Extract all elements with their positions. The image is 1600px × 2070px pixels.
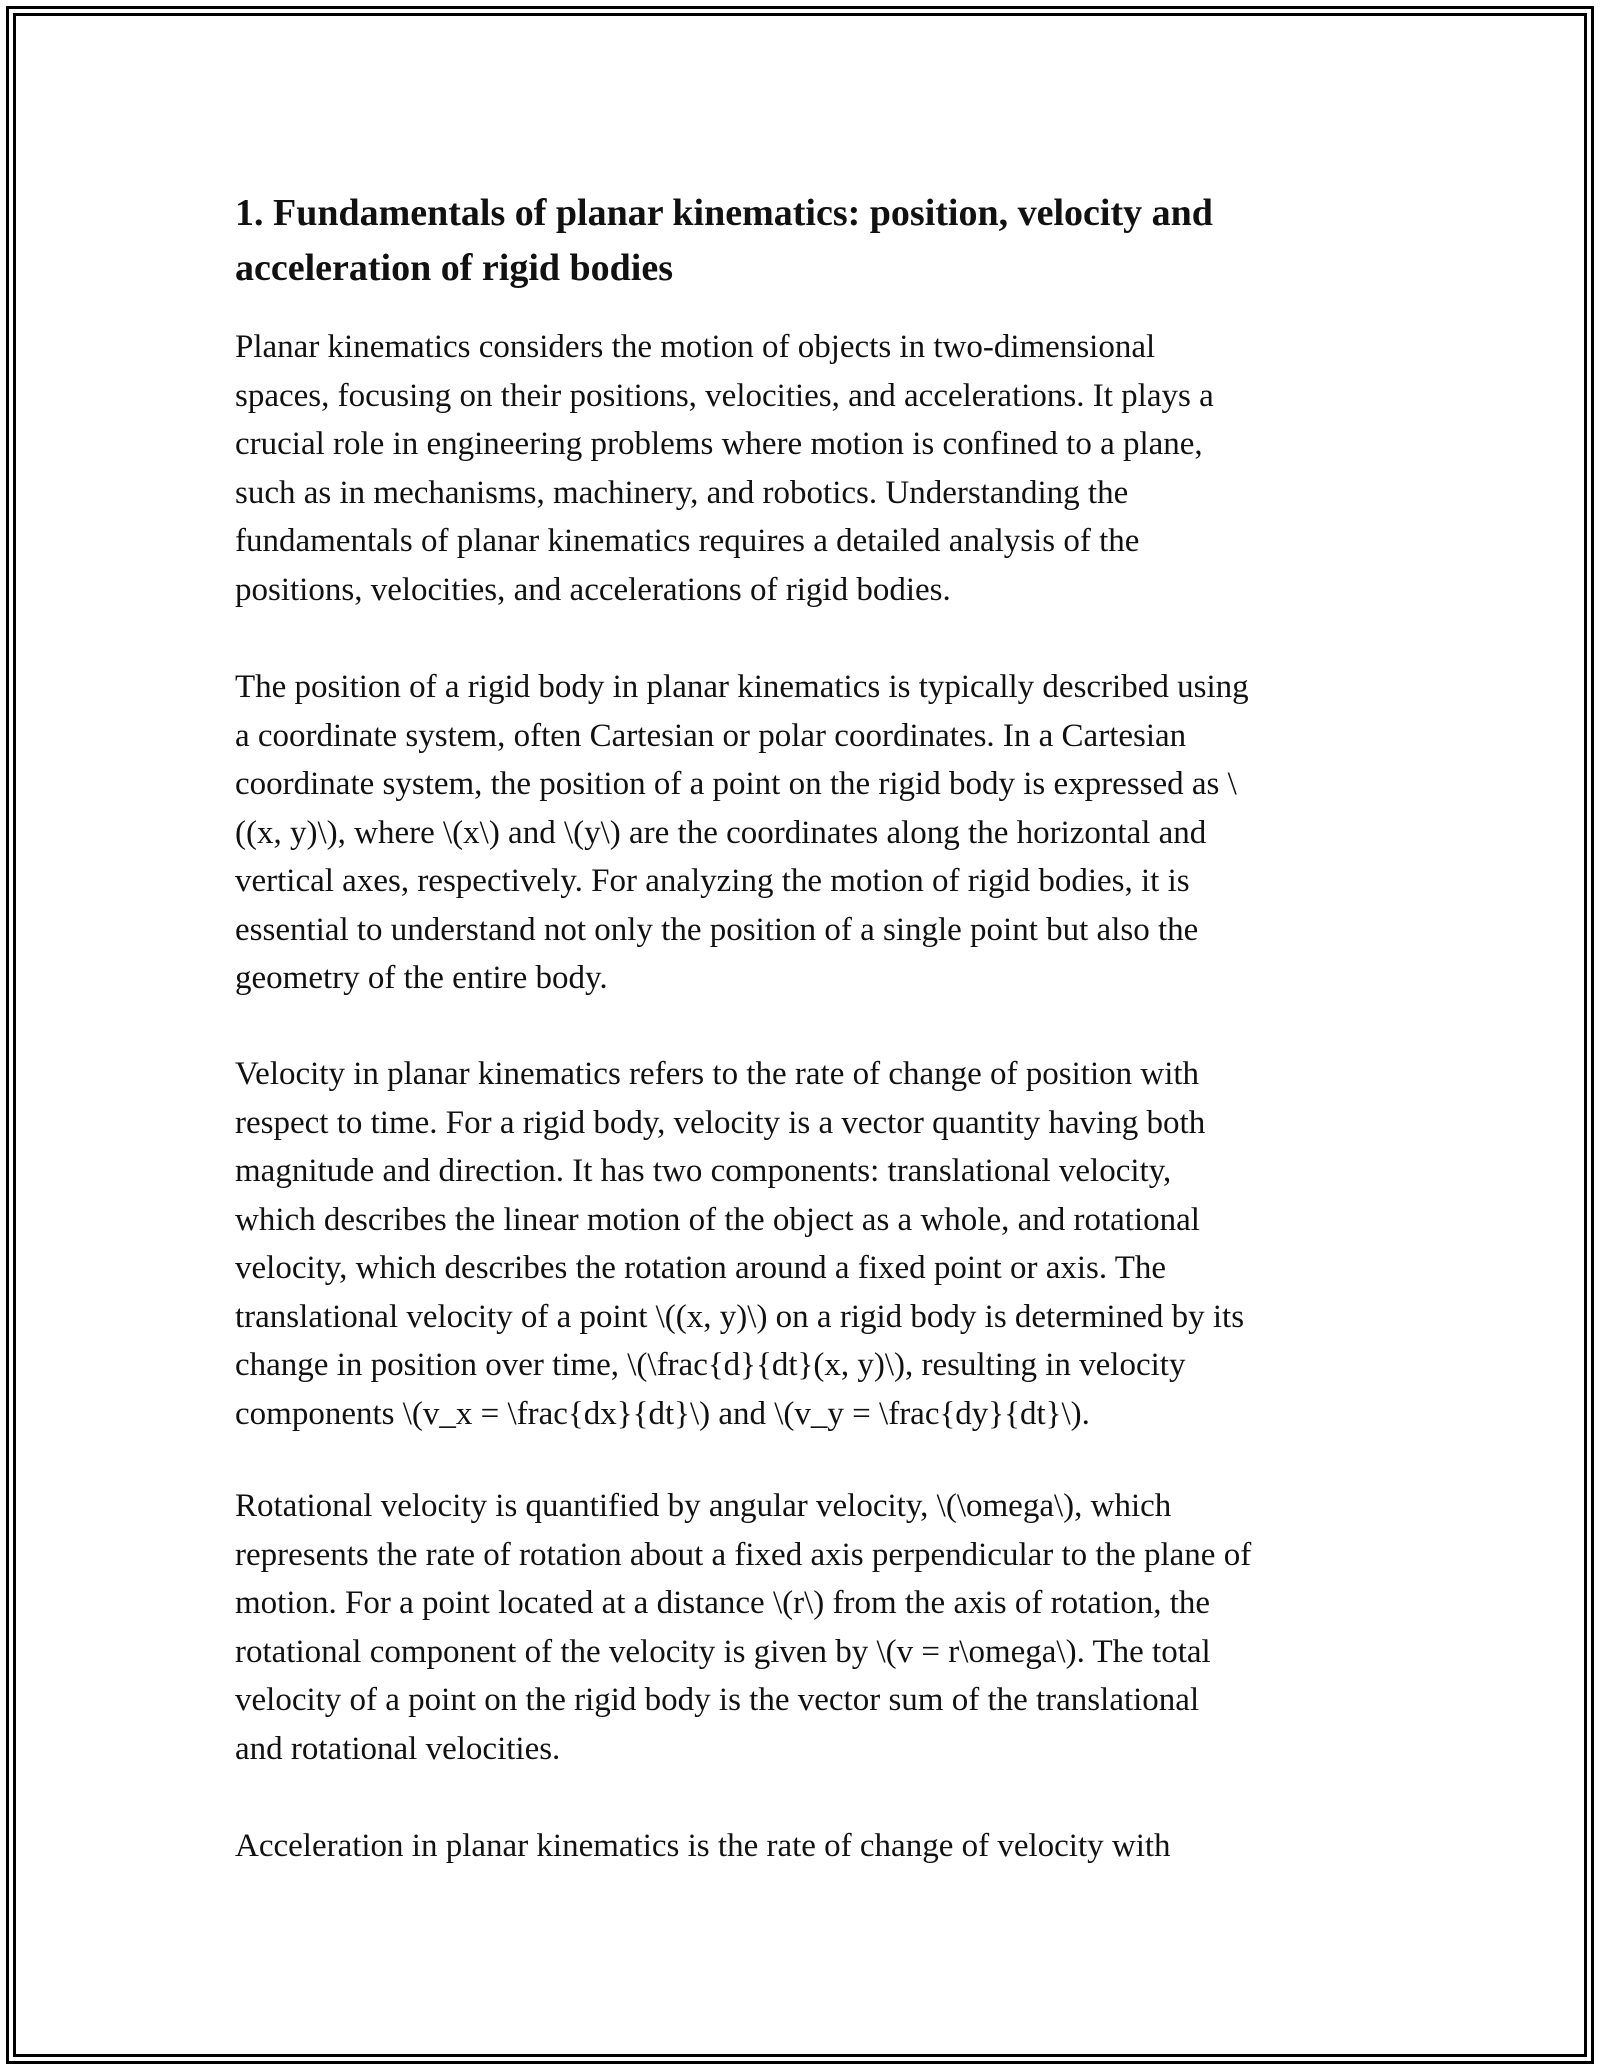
paragraph-intro (235, 323, 1214, 614)
text-line: Velocity in planar kinematics refers to the rate of change of position with (235, 1056, 1200, 1092)
text-line: components \(v_x = \frac{dx}{dt}\) and \(v_y = \frac{dy}{dt}\). (235, 1395, 1090, 1432)
section-heading (235, 186, 1213, 296)
text-line: Acceleration in planar kinematics is the rate of change of velocity with (235, 1828, 1171, 1864)
paragraph-position (235, 663, 1249, 1003)
text-line: geometry of the entire body. (235, 960, 608, 996)
text-line: positions, velocities, and accelerations of rigid bodies. (235, 571, 951, 608)
text-line: represents the rate of rotation about a fixed axis perpendicular to the plane of (235, 1536, 1252, 1573)
text-line: magnitude and direction. It has two components: translational velocity, (235, 1153, 1172, 1189)
text-line: coordinate system, the position of a point on the rigid body is expressed as \ (235, 766, 1237, 802)
text-line: translational velocity of a point \((x, y)\) on a rigid body is determined by its (235, 1298, 1245, 1335)
text-line: spaces, focusing on their positions, velocities, and accelerations. It plays a (235, 377, 1214, 414)
text-line: change in position over time, \(\frac{d}{dt}(x, y)\), resulting in velocity (235, 1347, 1186, 1383)
text-line: velocity of a point on the rigid body is the vector sum of the translational (235, 1682, 1200, 1718)
paragraph-velocity (235, 1050, 1244, 1438)
text-line: such as in mechanisms, machinery, and robotics. Understanding the (235, 474, 1129, 511)
text-line: motion. For a point located at a distance \(r\) from the axis of rotation, the (235, 1585, 1211, 1621)
text-line: and rotational velocities. (235, 1730, 561, 1767)
text-line: The position of a rigid body in planar kinematics is typically described using (235, 669, 1249, 705)
text-line: vertical axes, respectively. For analyzing the motion of rigid bodies, it is (235, 863, 1190, 899)
text-line: Rotational velocity is quantified by angular velocity, \(\omega\), which (235, 1488, 1172, 1524)
paragraph-rotational-velocity (235, 1482, 1251, 1773)
heading-line-2: acceleration of rigid bodies (235, 247, 673, 289)
text-line: essential to understand not only the position of a single point but also the (235, 911, 1199, 948)
text-line: which describes the linear motion of the object as a whole, and rotational (235, 1201, 1200, 1238)
text-line: a coordinate system, often Cartesian or polar coordinates. In a Cartesian (235, 717, 1187, 754)
text-line: ((x, y)\), where \(x\) and \(y\) are the coordinates along the horizontal and (235, 814, 1207, 851)
text-line: rotational component of the velocity is given by \(v = r\omega\). The total (235, 1633, 1211, 1670)
text-line: fundamentals of planar kinematics requires a detailed analysis of the (235, 523, 1140, 559)
text-line: velocity, which describes the rotation around a fixed point or axis. The (235, 1250, 1167, 1286)
text-line: crucial role in engineering problems where motion is confined to a plane, (235, 426, 1203, 462)
text-line: Planar kinematics considers the motion of objects in two-dimensional (235, 329, 1156, 365)
heading-line-1: 1. Fundamentals of planar kinematics: position, velocity and (235, 192, 1213, 234)
text-line: respect to time. For a rigid body, velocity is a vector quantity having both (235, 1104, 1206, 1141)
paragraph-acceleration (235, 1822, 1171, 1871)
